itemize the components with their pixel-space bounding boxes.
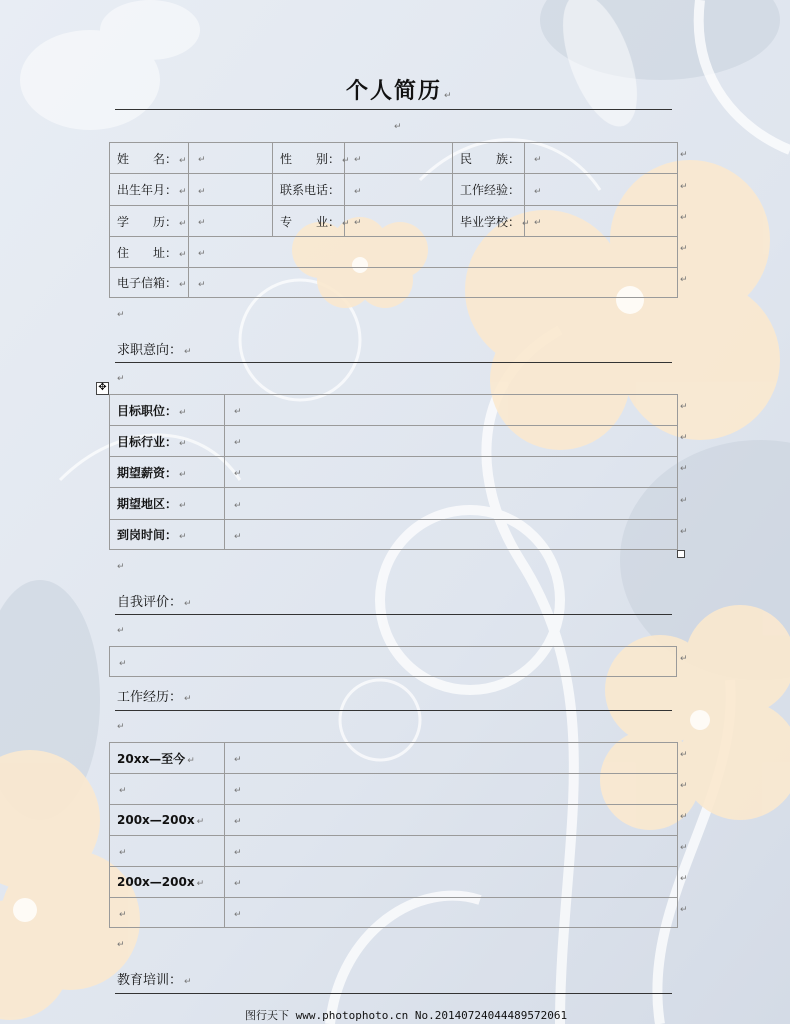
paragraph-mark: ↵ xyxy=(117,374,125,384)
work-detail[interactable]: ↵ xyxy=(225,774,678,805)
title-underline xyxy=(115,109,672,110)
page-title xyxy=(346,74,454,105)
label-education: 学 历： ↵ xyxy=(110,206,189,237)
job-intent-underline xyxy=(115,362,672,363)
label-target-position: 目标职位： ↵ xyxy=(110,395,225,426)
self-eval-table xyxy=(109,646,677,677)
label-expected-salary: 期望薪资： ↵ xyxy=(110,457,225,488)
label-ethnicity: 民 族： xyxy=(453,143,525,174)
paragraph-mark: ↵ xyxy=(444,91,454,101)
value-school[interactable]: ↵ xyxy=(525,206,678,237)
row-end-mark: ↵ xyxy=(680,275,688,285)
value-education[interactable]: ↵ xyxy=(189,206,273,237)
row-end-mark: ↵ xyxy=(680,402,688,412)
work-period: ↵ xyxy=(110,898,225,928)
work-period: 200x—200x ↵ xyxy=(110,867,225,898)
value-gender[interactable]: ↵ xyxy=(345,143,453,174)
row-end-mark: ↵ xyxy=(680,781,688,791)
row-end-mark: ↵ xyxy=(680,905,688,915)
label-major: 专 业： ↵ xyxy=(273,206,345,237)
value-address[interactable]: ↵ xyxy=(189,237,678,268)
paragraph-mark: ↵ xyxy=(117,940,125,950)
paragraph-mark: ↵ xyxy=(117,722,125,732)
section-heading-work-history: 工作经历： ↵ xyxy=(117,690,192,705)
work-period: ↵ xyxy=(110,836,225,867)
page-title-text: 个人简历 xyxy=(346,78,443,104)
work-detail[interactable]: ↵ xyxy=(225,836,678,867)
value-expected-region[interactable]: ↵ xyxy=(225,488,678,520)
work-period: 20xx—至今 ↵ xyxy=(110,743,225,774)
label-expected-region: 期望地区： ↵ xyxy=(110,488,225,520)
label-email: 电子信箱： ↵ xyxy=(110,268,189,298)
value-target-position[interactable]: ↵ xyxy=(225,395,678,426)
work-detail[interactable]: ↵ xyxy=(225,743,678,774)
value-birth[interactable]: ↵ xyxy=(189,174,273,206)
label-start-date: 到岗时间： ↵ xyxy=(110,520,225,550)
paragraph-mark: ↵ xyxy=(117,562,125,572)
paragraph-mark: ↵ xyxy=(394,122,402,132)
value-major[interactable]: ↵ xyxy=(345,206,453,237)
basic-info-table xyxy=(109,142,678,298)
work-detail[interactable]: ↵ xyxy=(225,867,678,898)
row-end-mark: ↵ xyxy=(680,527,688,537)
work-history-table xyxy=(109,742,678,928)
value-start-date[interactable]: ↵ xyxy=(225,520,678,550)
value-name[interactable]: ↵ xyxy=(189,143,273,174)
work-detail[interactable]: ↵ xyxy=(225,898,678,928)
paragraph-mark: ↵ xyxy=(117,626,125,636)
label-experience: 工作经验： xyxy=(453,174,525,206)
row-end-mark: ↵ xyxy=(680,750,688,760)
value-ethnicity[interactable]: ↵ xyxy=(525,143,678,174)
value-expected-salary[interactable]: ↵ xyxy=(225,457,678,488)
row-end-mark: ↵ xyxy=(680,150,688,160)
value-self-eval[interactable]: ↵ xyxy=(110,647,677,677)
self-eval-underline xyxy=(115,614,672,615)
row-end-mark: ↵ xyxy=(680,843,688,853)
value-experience[interactable]: ↵ xyxy=(525,174,678,206)
work-period: ↵ xyxy=(110,774,225,805)
row-end-mark: ↵ xyxy=(680,182,688,192)
label-gender: 性 别： ↵ xyxy=(273,143,345,174)
row-end-mark: ↵ xyxy=(680,213,688,223)
table-move-handle-icon[interactable]: ✥ xyxy=(96,382,109,395)
paragraph-mark: ↵ xyxy=(117,310,125,320)
label-target-industry: 目标行业： ↵ xyxy=(110,426,225,457)
row-end-mark: ↵ xyxy=(680,464,688,474)
job-intent-table xyxy=(109,394,678,550)
label-school: 毕业学校： ↵ xyxy=(453,206,525,237)
section-heading-self-eval: 自我评价： ↵ xyxy=(117,595,192,610)
watermark-footer: 图行天下 www.photophoto.cn No.20140724044489572061 xyxy=(245,1009,568,1022)
section-heading-training: 教育培训： ↵ xyxy=(117,973,192,988)
section-heading-job-intent: 求职意向： ↵ xyxy=(117,343,192,358)
table-resize-handle[interactable] xyxy=(677,550,685,558)
value-phone[interactable]: ↵ xyxy=(345,174,453,206)
label-phone: 联系电话： xyxy=(273,174,345,206)
row-end-mark: ↵ xyxy=(680,812,688,822)
label-address: 住 址： ↵ xyxy=(110,237,189,268)
label-name: 姓 名： ↵ xyxy=(110,143,189,174)
work-detail[interactable]: ↵ xyxy=(225,805,678,836)
row-end-mark: ↵ xyxy=(680,654,688,664)
work-history-underline xyxy=(115,710,672,711)
row-end-mark: ↵ xyxy=(680,433,688,443)
row-end-mark: ↵ xyxy=(680,496,688,506)
row-end-mark: ↵ xyxy=(680,244,688,254)
label-birth: 出生年月： ↵ xyxy=(110,174,189,206)
value-target-industry[interactable]: ↵ xyxy=(225,426,678,457)
training-underline xyxy=(115,993,672,994)
work-period: 200x—200x ↵ xyxy=(110,805,225,836)
row-end-mark: ↵ xyxy=(680,874,688,884)
value-email[interactable]: ↵ xyxy=(189,268,678,298)
